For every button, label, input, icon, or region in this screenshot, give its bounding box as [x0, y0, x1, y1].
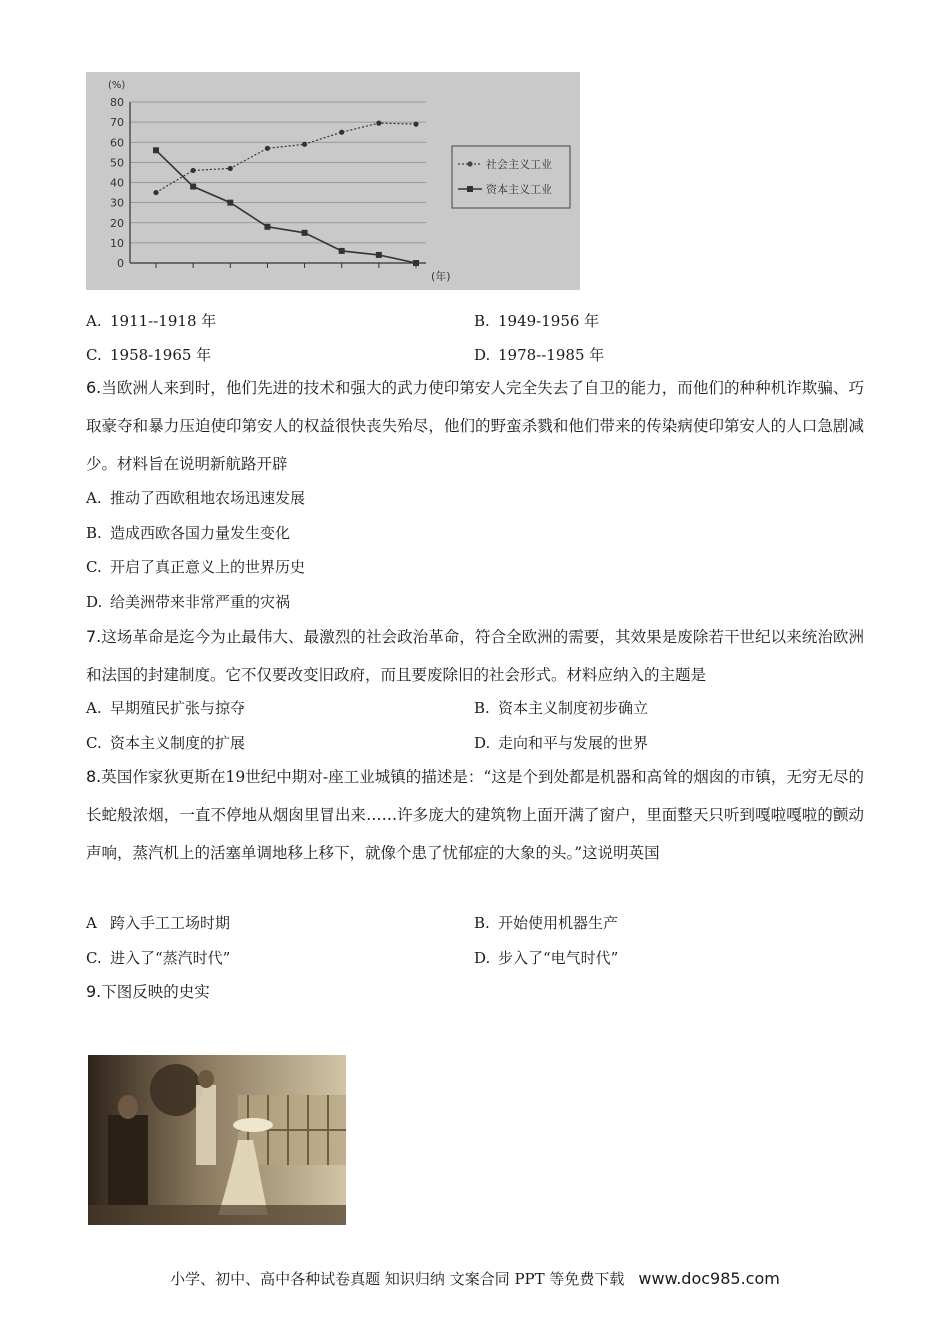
chart-legend	[452, 146, 570, 208]
q8-option-a[interactable]	[86, 913, 230, 933]
footer-text: 小学、初中、高中各种试卷真题 知识归纳 文案合同 PPT 等免费下载	[170, 1270, 625, 1288]
legend-socialist-marker	[467, 161, 472, 166]
q8-option-b[interactable]	[474, 913, 618, 933]
q6-option-a[interactable]	[86, 488, 305, 508]
y-tick-label: 60	[110, 136, 124, 150]
y-tick-label: 20	[110, 216, 124, 230]
capitalist-data-point	[339, 248, 345, 254]
q7-option-d[interactable]	[474, 733, 648, 753]
socialist-data-point	[302, 142, 307, 147]
q7-option-c[interactable]	[86, 733, 245, 753]
option-text: 资本主义制度初步确立	[498, 699, 649, 717]
option-letter: B.	[474, 699, 490, 717]
q6-option-b[interactable]	[86, 523, 290, 543]
q7-stem	[86, 618, 864, 694]
option-text: 跨入手工工场时期	[110, 914, 231, 932]
option-text: 开启了真正意义上的世界历史	[110, 558, 306, 576]
y-axis-unit: (%)	[108, 80, 126, 91]
y-tick-label: 0	[117, 257, 124, 270]
capitalist-data-point	[302, 230, 308, 236]
option-letter: C.	[86, 949, 102, 967]
q6-option-c[interactable]	[86, 557, 305, 577]
y-tick-label: 70	[110, 116, 124, 130]
option-text: 1958-1965 年	[110, 346, 212, 364]
y-tick-label: 40	[110, 176, 124, 190]
option-text: 开始使用机器生产	[498, 914, 619, 932]
question-number: 7.	[86, 627, 102, 646]
photo-chair	[108, 1115, 148, 1205]
question-number: 8.	[86, 767, 102, 786]
q8-option-d[interactable]	[474, 948, 618, 968]
photo-illustration	[88, 1055, 346, 1225]
question-text: 当欧洲人来到时，他们先进的技术和强大的武力使印第安人完全失去了自卫的能力，而他们的种种机诈欺骗、巧取豪夺和暴力压迫使印第安人的权益很快丧失殆尽，他们的野蛮杀戮和他们带来的传染病使印第安人的人口急剧减少。材料旨在说明新航路开辟	[86, 379, 864, 473]
option-text: 1911--1918 年	[110, 312, 217, 330]
photo-hat	[233, 1118, 273, 1132]
legend-socialist-label: 社会主义工业	[486, 158, 552, 171]
question-text: 下图反映的史实	[101, 983, 210, 1001]
photo-gramophone-horn	[150, 1064, 202, 1116]
option-text: 1978--1985 年	[498, 346, 605, 364]
question-text: 英国作家狄更斯在19世纪中期对-座工业城镇的描述是：“这是个到处都是机器和高耸的烟囱的市镇，无穷无尽的长蛇般浓烟，一直不停地从烟囱里冒出来……许多庞大的建筑物上面开满了窗户，里面整天只听到嘎啦嘎啦的颤动声响，蒸汽机上的活塞单调地移上移下，就像个患了忧郁症的大象的头。”这说明英国	[86, 768, 864, 862]
capitalist-data-point	[190, 184, 196, 190]
option-letter: A.	[86, 699, 102, 717]
photo-seated-man	[118, 1095, 138, 1119]
socialist-data-point	[265, 146, 270, 151]
y-tick-label: 10	[110, 236, 124, 250]
q8-option-c[interactable]	[86, 948, 230, 968]
option-text: 推动了西欧租地农场迅速发展	[110, 489, 306, 507]
option-letter: D.	[474, 734, 491, 752]
option-text: 1949-1956 年	[498, 312, 600, 330]
option-letter: D.	[474, 346, 491, 364]
capitalist-data-point	[227, 200, 233, 206]
q5-option-b[interactable]	[474, 311, 599, 331]
y-tick-label: 80	[110, 96, 124, 109]
q8-stem	[86, 758, 864, 872]
page-footer	[0, 1268, 950, 1289]
q5-option-c[interactable]	[86, 345, 211, 365]
option-text: 造成西欧各国力量发生变化	[110, 524, 291, 542]
socialist-data-point	[191, 168, 196, 173]
option-letter: A.	[86, 312, 102, 330]
option-letter: C.	[86, 558, 102, 576]
industry-share-chart	[86, 72, 580, 290]
option-text: 早期殖民扩张与掠夺	[110, 699, 246, 717]
y-tick-label: 50	[110, 156, 124, 170]
question-number: 9.	[86, 982, 102, 1001]
capitalist-data-point	[376, 252, 382, 258]
option-letter: B.	[474, 312, 490, 330]
socialist-data-point	[413, 122, 418, 127]
q7-option-a[interactable]	[86, 698, 245, 718]
q9-historical-photo	[88, 1055, 346, 1225]
option-letter: C.	[86, 734, 102, 752]
chart-svg	[86, 72, 580, 290]
option-letter: D.	[474, 949, 491, 967]
capitalist-data-point	[153, 147, 159, 153]
option-letter: A	[86, 914, 97, 932]
option-letter: B.	[474, 914, 490, 932]
question-text: 这场革命是迄今为止最伟大、最激烈的社会政治革命，符合全欧洲的需要，其效果是废除若干世纪以来统治欧洲和法国的封建制度。它不仅要改变旧政府，而且要废除旧的社会形式。材料应纳入的主题是	[86, 628, 864, 684]
photo-standing-servant	[196, 1085, 216, 1165]
capitalist-industry-line	[156, 150, 416, 263]
option-text: 走向和平与发展的世界	[498, 734, 649, 752]
socialist-data-point	[339, 130, 344, 135]
q6-stem	[86, 369, 864, 483]
option-letter: B.	[86, 524, 102, 542]
y-tick-label: 30	[110, 196, 124, 210]
option-letter: D.	[86, 593, 103, 611]
photo-servant-head	[198, 1070, 214, 1088]
option-letter: A.	[86, 489, 102, 507]
option-text: 步入了“电气时代”	[498, 949, 619, 967]
q5-option-a[interactable]	[86, 311, 216, 331]
legend-capitalist-marker	[467, 186, 473, 192]
q9-stem	[86, 973, 864, 1011]
option-letter: C.	[86, 346, 102, 364]
option-text: 给美洲带来非常严重的灾祸	[110, 593, 291, 611]
legend-capitalist-label: 资本主义工业	[486, 183, 552, 196]
option-text: 资本主义制度的扩展	[110, 734, 246, 752]
capitalist-data-point	[264, 224, 270, 230]
socialist-data-point	[153, 190, 158, 195]
option-text: 进入了“蒸汽时代”	[110, 949, 231, 967]
x-axis-unit: (年)	[431, 270, 451, 283]
question-number: 6.	[86, 378, 102, 397]
q5-option-d[interactable]	[474, 345, 604, 365]
socialist-data-point	[376, 121, 381, 126]
q7-option-b[interactable]	[474, 698, 648, 718]
photo-floor	[88, 1205, 346, 1225]
q6-option-d[interactable]	[86, 592, 290, 612]
socialist-data-point	[228, 166, 233, 171]
capitalist-data-point	[413, 260, 419, 266]
footer-url[interactable]: www.doc985.com	[638, 1269, 780, 1288]
